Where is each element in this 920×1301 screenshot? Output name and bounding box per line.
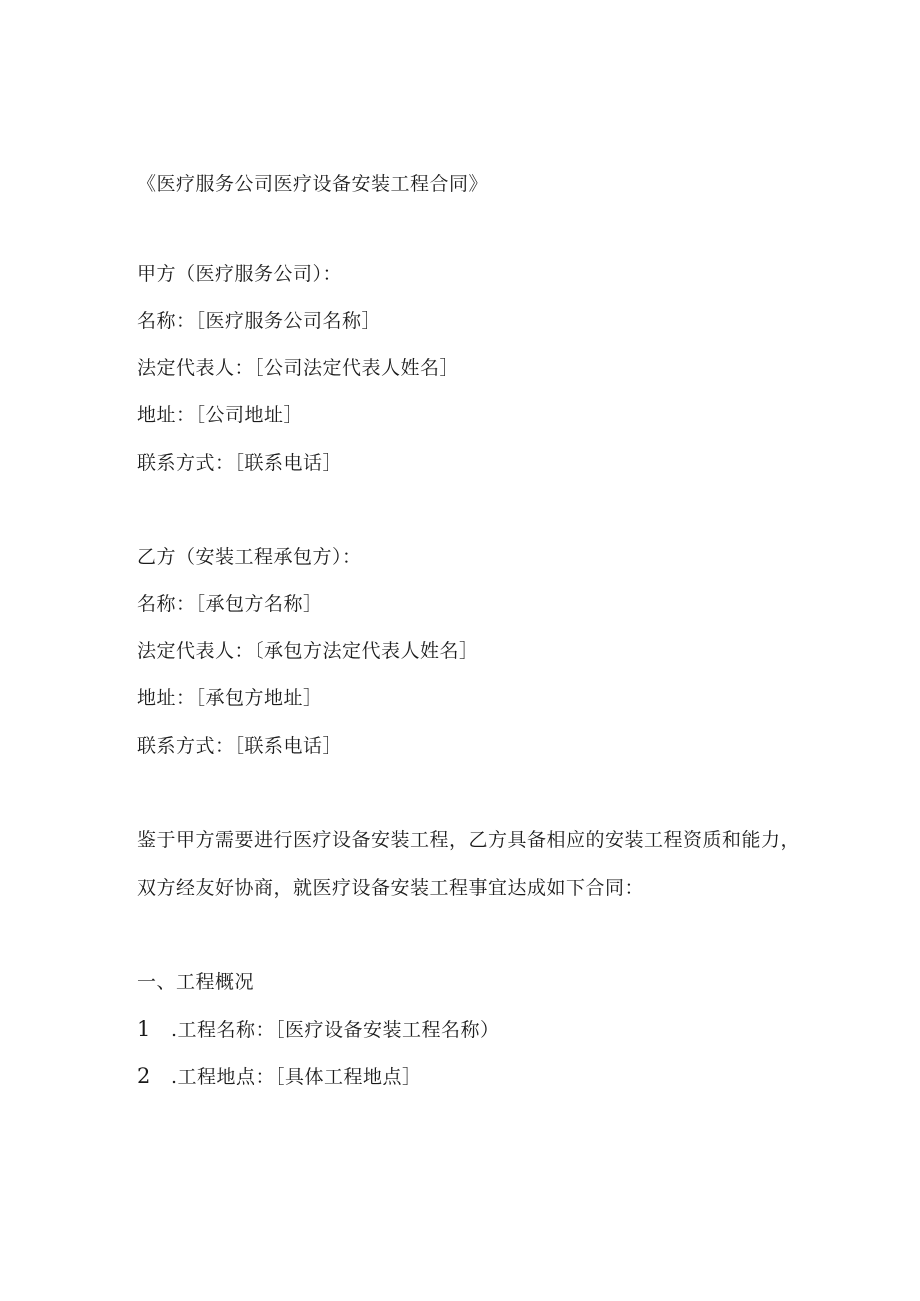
document-title: 《医疗服务公司医疗设备安装工程合同》 xyxy=(137,173,489,195)
party-a-heading: 甲方（医疗服务公司）： xyxy=(137,263,343,285)
section-1-heading: 一、工程概况 xyxy=(137,971,255,993)
party-a-contact: 联系方式：［联系电话］ xyxy=(137,452,343,474)
party-b-legal-rep: 法定代表人：〔承包方法定代表人姓名］ xyxy=(137,640,479,662)
list-item-number: 1 xyxy=(137,1017,151,1041)
party-a-address: 地址：［公司地址］ xyxy=(137,404,304,426)
party-b-address: 地址：［承包方地址］ xyxy=(137,687,323,709)
list-item-text: .工程地点：［具体工程地点］ xyxy=(171,1066,422,1088)
list-item-number: 2 xyxy=(137,1064,151,1088)
list-item xyxy=(137,1019,500,1040)
party-a-legal-rep: 法定代表人：［公司法定代表人姓名］ xyxy=(137,357,460,379)
list-item-text: .工程名称：［医疗设备安装工程名称） xyxy=(171,1019,500,1041)
party-b-heading: 乙方（安装工程承包方）： xyxy=(137,546,362,568)
party-b-name: 名称：［承包方名称］ xyxy=(137,593,323,615)
list-item xyxy=(137,1066,422,1087)
preamble-line-2: 双方经友好协商，就医疗设备安装工程事宜达成如下合同： xyxy=(137,877,645,899)
party-a-name: 名称：［医疗服务公司名称］ xyxy=(137,310,382,332)
preamble-line-1: 鉴于甲方需要进行医疗设备安装工程，乙方具备相应的安装工程资质和能力， xyxy=(137,829,801,851)
party-b-contact: 联系方式：［联系电话］ xyxy=(137,735,343,757)
